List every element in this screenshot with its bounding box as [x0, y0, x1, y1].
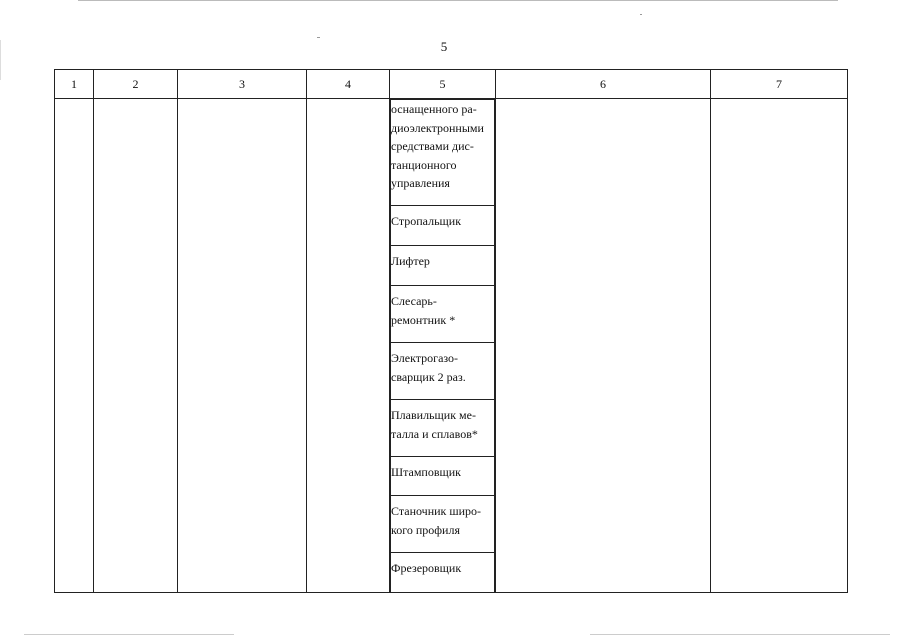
cell-col-1: [55, 99, 94, 593]
scan-bottom-noise: [590, 634, 890, 635]
cell-col-3: [178, 99, 307, 593]
header-col-1: 1: [55, 70, 94, 99]
cell-col-6: [496, 99, 711, 593]
table-row: [55, 99, 848, 593]
header-col-4: 4: [307, 70, 390, 99]
header-row: [55, 70, 848, 99]
header-col-3: 3: [178, 70, 307, 99]
list-item: Лифтер: [391, 246, 495, 286]
scan-speck: [640, 14, 642, 15]
cell-col-2: [94, 99, 178, 593]
staff-table: [54, 69, 848, 593]
header-col-2: 2: [94, 70, 178, 99]
page-number: 5: [440, 39, 448, 54]
header-col-5: 5: [390, 70, 496, 99]
header-col-7: 7: [711, 70, 848, 99]
list-item: Слесарь- ремонтник *: [391, 286, 495, 343]
list-item: Стропальщик: [391, 206, 495, 246]
scan-speck: [317, 37, 320, 38]
list-item: оснащенного ра- диоэлектронными средствами дис- танционного управления: [391, 100, 495, 206]
list-item: Штамповщик: [391, 457, 495, 496]
list-item: Станочник широ- кого профиля: [391, 496, 495, 553]
scan-top-edge: [78, 0, 838, 1]
scan-bottom-noise: [24, 634, 234, 635]
header-col-6: 6: [496, 70, 711, 99]
cell-col-5: [390, 99, 496, 593]
list-item: Плавильщик ме- талла и сплавов*: [391, 400, 495, 457]
cell-col-4: [307, 99, 390, 593]
list-item: Электрогазо- сварщик 2 раз.: [391, 343, 495, 400]
profession-list: [390, 99, 495, 592]
list-item: Фрезеровщик: [391, 553, 495, 592]
cell-col-7: [711, 99, 848, 593]
